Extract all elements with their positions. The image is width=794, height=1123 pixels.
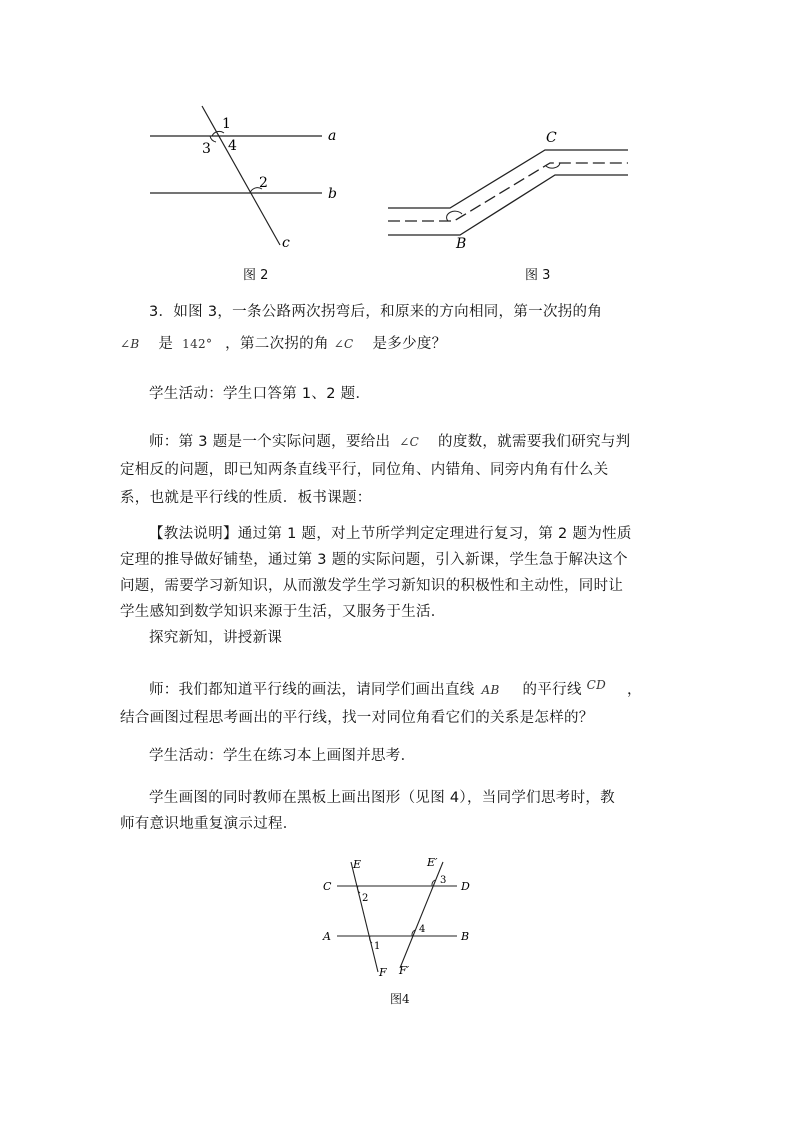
teacher-para-1-line-2: 定相反的问题，即已知两条直线平行，同位角、内错角、同旁内角有什么关	[120, 462, 609, 478]
student-activity-2: 学生活动：学生在练习本上画图并思考．	[149, 748, 416, 764]
line-ab-symbol: AB	[481, 683, 500, 697]
student-activity-1: 学生活动：学生口答第 1、2 题．	[149, 386, 371, 402]
fig4-label-b: B	[461, 930, 470, 943]
fig3-label-b: B	[456, 236, 467, 250]
figure-2	[140, 100, 360, 260]
line-ef	[351, 862, 381, 972]
line-cd-symbol: CD	[586, 678, 607, 692]
teacher-para-1-a: 师：第 3 题是一个实际问题，要给出	[149, 434, 391, 450]
fig3-label-c: C	[546, 130, 557, 146]
fig4-label-e-prime: E′	[427, 856, 438, 869]
teacher-para-2-c: ，	[627, 682, 642, 698]
fig4-label-1: 1	[374, 941, 381, 952]
teacher-para-1-line-3: 系，也就是平行线的性质．板书课题：	[120, 490, 372, 506]
text-how-many-degrees: 是多少度？	[372, 336, 447, 352]
fig2-label-b: b	[328, 186, 337, 202]
drawing-para-line-1: 学生画图的同时教师在黑板上画出图形（见图 4），当同学们思考时，教	[149, 790, 615, 806]
fig2-label-2: 2	[259, 175, 268, 191]
fig4-label-f: F	[379, 966, 387, 979]
figure-3	[380, 120, 640, 250]
line-e2f2	[400, 862, 443, 968]
angle-b-symbol: ∠B	[120, 337, 140, 351]
transversal-c	[202, 106, 280, 245]
fig4-label-3: 3	[440, 875, 447, 886]
teacher-para-2-a: 师：我们都知道平行线的画法，请同学们画出直线	[149, 682, 475, 698]
angle-value: 142°	[182, 337, 213, 351]
teacher-para-2-b: 的平行线	[522, 682, 582, 698]
teacher-para-2-line-2: 结合画图过程思考画出的平行线，找一对同位角看它们的关系是怎样的？	[120, 710, 594, 726]
teacher-para-1-b: 的度数，就需要我们研究与判	[438, 434, 631, 450]
angle-c-symbol: ∠C	[333, 337, 354, 351]
road-edge-top	[388, 150, 628, 208]
figure-4-caption: 图4	[390, 992, 410, 1006]
road-centerline	[388, 163, 628, 221]
fig2-label-c: c	[282, 235, 290, 251]
problem-3-line-2	[120, 330, 680, 358]
fig4-label-c: C	[323, 880, 332, 893]
teaching-note-line-2: 定理的推导做好铺垫，通过第 3 题的实际问题，引入新课，学生急于解决这个	[120, 552, 628, 568]
drawing-para-line-2: 师有意识地重复演示过程．	[120, 816, 298, 832]
fig4-label-4: 4	[419, 924, 426, 935]
figure-2-caption: 图 2	[243, 268, 269, 283]
teaching-note-line-3: 问题，需要学习新知识，从而激发学生学习新知识的积极性和主动性，同时让	[120, 578, 624, 594]
fig2-label-3: 3	[202, 141, 211, 157]
angle-mark-b	[447, 211, 462, 221]
figure-4	[315, 850, 485, 985]
text-second-turn: ，第二次拐的角	[225, 336, 329, 352]
fig4-label-d: D	[461, 880, 470, 893]
teaching-note-line-4: 学生感知到数学知识来源于生活，又服务于生活．	[120, 604, 446, 620]
fig4-label-f-prime: F′	[399, 964, 410, 977]
fig2-label-4: 4	[228, 138, 237, 154]
fig2-label-a: a	[328, 128, 337, 144]
angle-c-symbol-2: ∠C	[399, 435, 420, 449]
teaching-note-line-1: 【教法说明】通过第 1 题，对上节所学判定定理进行复习，第 2 题为性质	[149, 526, 632, 542]
fig4-label-e: E	[353, 858, 362, 871]
teacher-para-2-line-1	[120, 676, 680, 704]
fig2-label-1: 1	[222, 116, 231, 132]
fig4-label-2: 2	[362, 893, 369, 904]
road-edge-bottom	[388, 175, 628, 235]
angle-arc-1	[370, 936, 372, 943]
teacher-para-1-line-1	[120, 428, 680, 456]
explore-heading: 探究新知，讲授新课	[149, 630, 283, 646]
fig4-label-a: A	[323, 930, 331, 943]
figure-3-caption: 图 3	[525, 268, 551, 283]
text-is: 是	[158, 336, 174, 352]
problem-3-line-1: 3．如图 3，一条公路两次拐弯后，和原来的方向相同，第一次拐的角	[149, 304, 603, 320]
